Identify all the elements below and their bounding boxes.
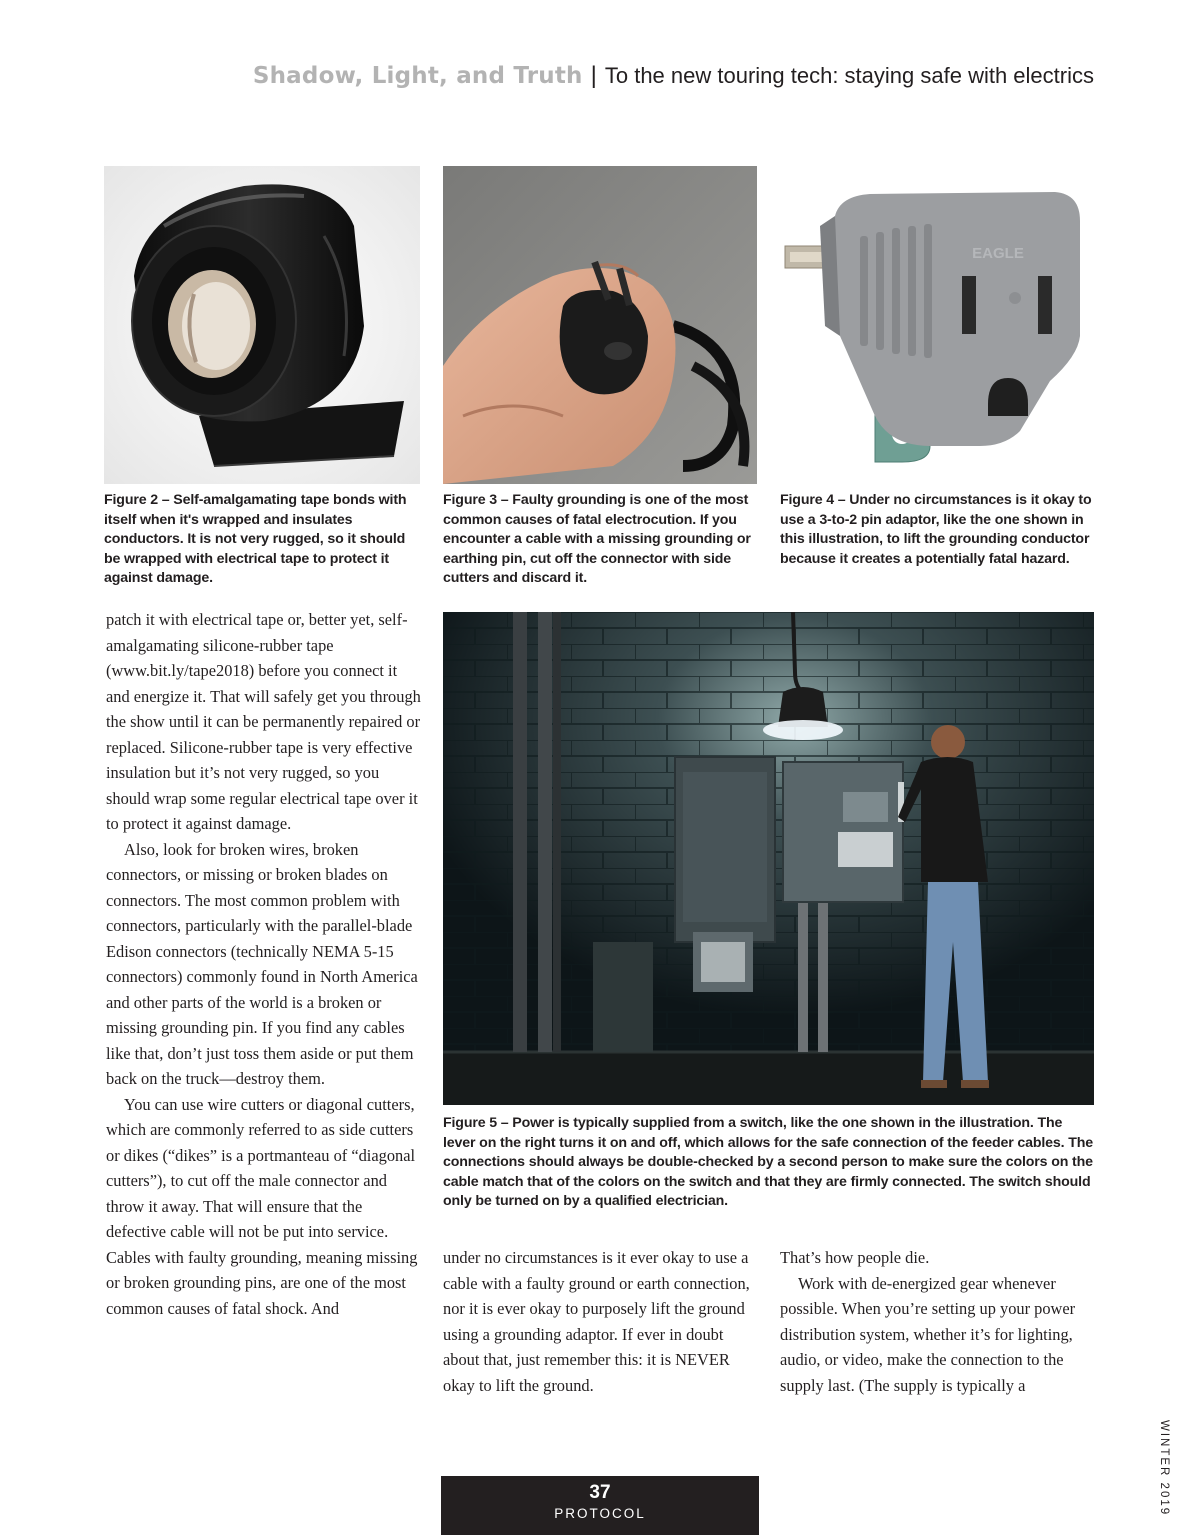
paragraph: under no circumstances is it ever okay to use a cable with a faulty ground or earth connection, nor it is ever okay to purposely lift the ground using a grounding adaptor. If ever in doubt about that, just remember this: it is NEVER okay to lift the ground.	[443, 1248, 750, 1395]
running-header	[106, 62, 1094, 90]
figure-3-caption: Figure 3 – Faulty grounding is one of the most common causes of fatal electrocution. If you encounter a cable with a missing grounding or earthing pin, cut off the connector with side cutters and discard it.	[443, 492, 751, 587]
body-column-3	[780, 1245, 1096, 1398]
page-footer	[441, 1476, 759, 1535]
faulty-plug-illustration	[443, 166, 757, 484]
adaptor-illustration	[780, 166, 1095, 484]
paragraph: Work with de-energized gear whenever possible. When you’re setting up your power distribution system, whether it’s for lighting, audio, or video, make the connection to the supply last. (The supply is typically a	[780, 1273, 1076, 1395]
header-separator: |	[590, 62, 597, 89]
paragraph: You can use wire cutters or diagonal cutters, which are commonly referred to as side cutters or dikes (“dikes” is a portmanteau of “diagonal cutters”), to cut off the male connector and throw it away. That will ensure that the defective cable will not be put into service. Cables with faulty grounding, meaning missing or broken grounding pins, are one of the most common causes of fatal shock. And	[106, 1094, 418, 1318]
paragraph: Also, look for broken wires, broken connectors, or missing or broken blades on connectors. The most common problem with connectors, particularly with the parallel-blade Edison connectors (technically NEMA 5-15 connectors) commonly found in North America and other parts of the world is a broken or missing grounding pin. If you find any cables like that, don’t just toss them aside or put them back on the truck—destroy them.	[106, 839, 418, 1088]
power-switch-illustration	[443, 612, 1094, 1105]
figure-5-image	[443, 612, 1094, 1105]
page-number: 37	[589, 1482, 611, 1503]
issue-date-label: WINTER 2019	[1158, 1420, 1170, 1517]
figure-2-caption: Figure 2 – Self-amalgamating tape bonds with itself when it's wrapped and insulates conductors. It is not very rugged, so it should be wrapped with electrical tape to protect it against damage.	[104, 492, 407, 587]
publication-name: PROTOCOL	[554, 1506, 646, 1521]
body-column-2	[443, 1245, 755, 1398]
paragraph: That’s how people die.	[780, 1248, 930, 1267]
figure-5-caption: Figure 5 – Power is typically supplied from a switch, like the one shown in the illustration. The lever on the right turns it on and off, which allows for the safe connection of the feeder cables. The connections should always be double-checked by a second person to make sure the colors on the cable match that of the colors on the switch and that they are firmly connected. The switch should only be turned on by a qualified electrician.	[443, 1115, 1094, 1210]
adaptor-brand-mark: EAGLE	[972, 245, 1024, 262]
figure-4-image	[780, 166, 1095, 484]
paragraph: patch it with electrical tape or, better yet, self-amalgamating silicone-rubber tape (www.bit.ly/tape2018) before you connect it and energize it. That will safely get you through the show until it can be permanently repaired or replaced. Silicone-rubber tape is very effective insulation but it’s not very rugged, so you should wrap some regular electrical tape over it to protect it against damage.	[106, 610, 421, 833]
body-column-1	[106, 607, 422, 1321]
article-title: To the new touring tech: staying safe with electrics	[604, 63, 1094, 88]
figure-3-image	[443, 166, 757, 484]
tape-roll-illustration	[104, 166, 420, 484]
figure-4-caption: Figure 4 – Under no circumstances is it okay to use a 3-to-2 pin adaptor, like the one shown in this illustration, to lift the grounding conductor because it creates a potentially fatal hazard.	[780, 492, 1092, 567]
figure-2-image	[104, 166, 420, 484]
series-title: Shadow, Light, and Truth	[252, 63, 583, 89]
